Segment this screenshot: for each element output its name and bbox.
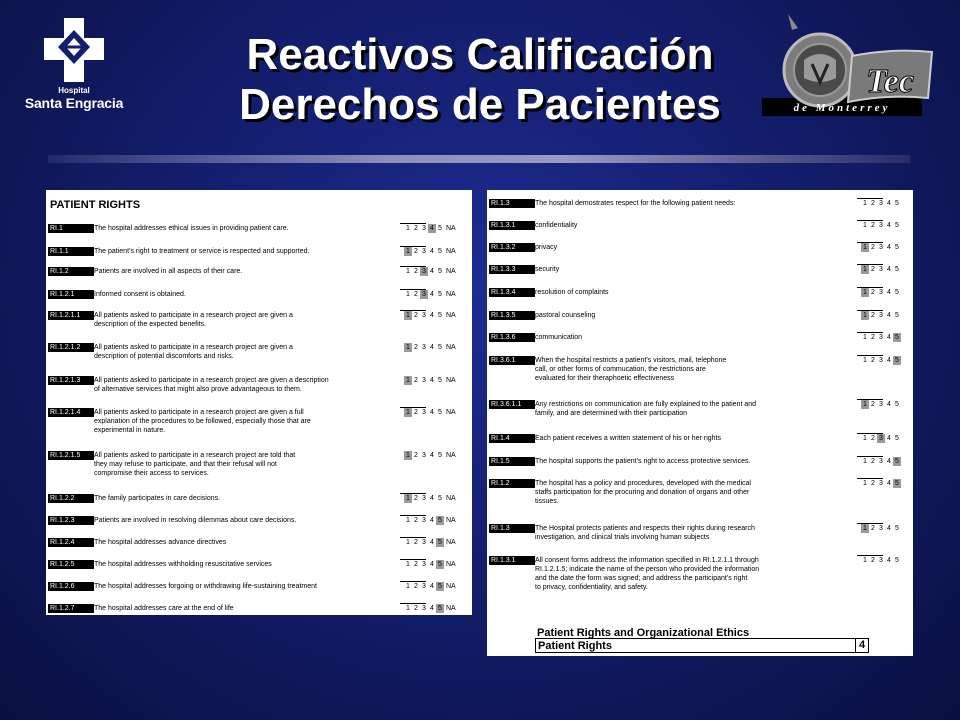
score-option: 4: [887, 525, 891, 532]
item-text: The hospital addresses forgoing or withdrawing life-sustaining treatment: [94, 583, 317, 590]
score-option: 5: [438, 268, 442, 275]
score-option: 1: [406, 225, 410, 232]
score-scale: [861, 356, 901, 365]
score-option: 3: [879, 200, 883, 207]
score-option: 1: [863, 200, 867, 207]
score-option: 4: [887, 266, 891, 273]
score-option: 1: [404, 494, 412, 503]
item-text: All consent forms address the information specified in RI.1.2.1.1 through RI.1.2.1.5; indicate the name of the person who provided the information and the date the form was signed; and address the participant’s right to privacy, confidentiality, and safety.: [535, 557, 760, 591]
score-option: 2: [414, 291, 418, 298]
score-option: 1: [863, 357, 867, 364]
score-option: 2: [414, 517, 418, 524]
score-scale: [861, 288, 901, 297]
score-option: 4: [887, 435, 891, 442]
item-code: RI.1.3.6: [489, 333, 535, 342]
score-option: 4: [887, 244, 891, 251]
score-option: NA: [446, 583, 456, 590]
score-scale: [861, 400, 901, 409]
score-option: 5: [895, 222, 899, 229]
score-option: 4: [430, 583, 434, 590]
score-option: 2: [871, 200, 875, 207]
score-option: 3: [422, 248, 426, 255]
item-text: When the hospital restricts a patient’s visitors, mail, telephone call, or other forms of commucation, the restrictions are evaluated for their theraphoetic effectiveness: [535, 357, 727, 382]
score-option: 2: [414, 561, 418, 568]
item-text: The hospital addresses ethical issues in providing patient care.: [94, 225, 289, 232]
score-option: 4: [887, 334, 891, 341]
score-option: 5: [895, 557, 899, 564]
score-option: 4: [430, 452, 434, 459]
score-option: 5: [895, 312, 899, 319]
score-scale: [861, 265, 901, 274]
score-scale: [404, 582, 460, 591]
item-code: RI.1.3.4: [489, 288, 535, 297]
score-scale: [404, 516, 460, 525]
score-option: 5: [895, 266, 899, 273]
item-code: RI.1.2.4: [48, 538, 94, 547]
score-option: 3: [420, 290, 428, 299]
score-option: 3: [879, 458, 883, 465]
score-option: 4: [428, 224, 436, 233]
item-code: RI.1.3: [489, 199, 535, 208]
score-option: 3: [422, 225, 426, 232]
item-text: privacy: [535, 244, 558, 251]
hospital-label-small: Hospital: [58, 86, 90, 95]
item-text: Patients are involved in all aspects of their care.: [94, 268, 243, 275]
score-option: NA: [446, 312, 456, 319]
item-code: RI.1.2.1.3: [48, 376, 94, 385]
score-option: 2: [871, 435, 875, 442]
score-option: 2: [414, 377, 418, 384]
item-code: RI.1.2: [48, 267, 94, 276]
item-text: The hospital addresses advance directives: [94, 539, 227, 546]
score-option: 1: [861, 288, 869, 297]
tec-logo-sub: de Monterrey: [793, 102, 891, 114]
patient-rights-document-right: [487, 190, 913, 656]
score-option: 1: [863, 480, 867, 487]
score-scale: [861, 434, 901, 443]
score-option: 1: [406, 561, 410, 568]
score-option: 3: [879, 525, 883, 532]
item-text: All patients asked to participate in a research project are given a full explanation of the procedures to be followed, especially those that are experimental in nature.: [94, 409, 311, 434]
item-text: pastoral counseling: [535, 312, 596, 319]
item-text: confidentiality: [535, 222, 578, 229]
score-scale: [404, 343, 460, 352]
score-option: 3: [422, 312, 426, 319]
score-option: 3: [422, 452, 426, 459]
summary-label: Patient Rights: [538, 640, 612, 652]
item-code: RI.3.6.1: [489, 356, 535, 365]
score-option: 5: [895, 200, 899, 207]
score-scale: [861, 243, 901, 252]
score-option: 5: [893, 479, 901, 488]
summary-value: 4: [855, 639, 868, 652]
score-option: 3: [422, 605, 426, 612]
score-scale: [404, 224, 460, 233]
item-code: RI.1.1: [48, 247, 94, 256]
score-scale: [404, 494, 460, 503]
score-option: 5: [438, 377, 442, 384]
score-option: 1: [406, 291, 410, 298]
score-option: 3: [422, 517, 426, 524]
item-text: The patient’s right to treatment or service is respected and supported.: [94, 248, 310, 255]
item-code: RI.1.4: [489, 434, 535, 443]
score-option: 2: [871, 458, 875, 465]
score-option: 2: [414, 539, 418, 546]
score-option: 2: [871, 312, 875, 319]
summary-title: Patient Rights and Organizational Ethics: [537, 627, 750, 639]
score-option: NA: [446, 291, 456, 298]
tec-logo: [762, 6, 942, 126]
item-code: RI.1.2.1.2: [48, 343, 94, 352]
score-option: 4: [887, 200, 891, 207]
score-option: 5: [893, 333, 901, 342]
item-text: The hospital addresses care at the end of life: [94, 605, 234, 612]
score-option: 5: [438, 225, 442, 232]
score-option: 1: [861, 400, 869, 409]
score-scale: [861, 479, 901, 488]
document-title: PATIENT RIGHTS: [50, 199, 141, 211]
item-text: security: [535, 266, 560, 273]
item-code: RI.1.3.3: [489, 265, 535, 274]
score-option: NA: [446, 268, 456, 275]
score-option: 3: [422, 377, 426, 384]
score-option: 5: [438, 452, 442, 459]
score-option: 4: [887, 458, 891, 465]
score-option: 5: [893, 356, 901, 365]
item-code: RI.1.2: [489, 479, 535, 488]
score-option: NA: [446, 452, 456, 459]
score-option: 1: [406, 268, 410, 275]
score-option: 4: [430, 377, 434, 384]
score-option: 1: [863, 334, 867, 341]
item-code: RI.1.3.1: [489, 556, 535, 565]
score-scale: [404, 451, 460, 460]
score-option: 1: [404, 311, 412, 320]
score-option: 4: [430, 605, 434, 612]
title-divider: [48, 155, 910, 163]
score-option: 2: [414, 452, 418, 459]
score-option: 4: [887, 401, 891, 408]
score-option: 5: [438, 344, 442, 351]
item-text: The hospital has a policy and procedures, developed with the medical staffs participation for the procuring and donation of organs and other tissues.: [535, 480, 751, 505]
score-option: 4: [887, 312, 891, 319]
score-option: 5: [438, 248, 442, 255]
item-code: RI.1.3.2: [489, 243, 535, 252]
score-scale: [861, 457, 901, 466]
score-option: 4: [430, 291, 434, 298]
item-text: Any restrictions on communication are fully explained to the patient and family, and are determined with their participation: [535, 401, 757, 417]
item-code: RI.1.2.3: [48, 516, 94, 525]
score-option: 4: [887, 357, 891, 364]
summary-box: [535, 638, 869, 653]
item-code: RI.1.2.6: [48, 582, 94, 591]
score-option: 3: [422, 344, 426, 351]
score-option: 4: [887, 557, 891, 564]
tec-logo-word: Tec: [866, 63, 914, 100]
score-option: 2: [414, 409, 418, 416]
score-option: 4: [887, 289, 891, 296]
score-option: 4: [430, 268, 434, 275]
score-option: 5: [438, 495, 442, 502]
item-text: All patients asked to participate in a research project are given a description of the expected benefits.: [94, 312, 293, 328]
score-option: 3: [879, 222, 883, 229]
score-scale: [404, 408, 460, 417]
item-text: The Hospital protects patients and respects their rights during research investigation, and clinical trials involving human subjects: [535, 525, 755, 541]
item-code: RI.3.6.1.1: [489, 400, 535, 409]
item-text: Patients are involved in resolving dilemmas about care decisions.: [94, 517, 297, 524]
score-option: 2: [414, 312, 418, 319]
score-option: 3: [420, 267, 428, 276]
score-option: 3: [879, 334, 883, 341]
score-option: NA: [446, 561, 456, 568]
score-option: 1: [863, 458, 867, 465]
score-option: 3: [879, 480, 883, 487]
score-option: 4: [430, 495, 434, 502]
score-option: 5: [438, 409, 442, 416]
score-option: 2: [871, 266, 875, 273]
score-option: 4: [430, 344, 434, 351]
item-text: All patients asked to participate in a research project are told that they may refuse to participate, and that their refusal will not compromise their access to services.: [94, 452, 296, 477]
item-text: resolution of complaints: [535, 289, 609, 296]
item-code: RI.1.2.5: [48, 560, 94, 569]
score-option: 4: [887, 480, 891, 487]
score-option: 2: [414, 344, 418, 351]
score-option: 3: [422, 409, 426, 416]
score-option: NA: [446, 344, 456, 351]
score-option: 2: [414, 268, 418, 275]
score-option: 3: [877, 434, 885, 443]
item-text: All patients asked to participate in a research project are given a description of alternative services that might also prove advantageous to them.: [94, 377, 329, 393]
score-option: 1: [404, 451, 412, 460]
title-line-2: Derechos de Pacientes: [239, 80, 721, 129]
score-option: 3: [422, 583, 426, 590]
score-scale: [404, 538, 460, 547]
score-option: 3: [879, 289, 883, 296]
score-option: 4: [430, 517, 434, 524]
score-option: 3: [422, 539, 426, 546]
score-scale: [404, 604, 460, 613]
item-code: RI.1.2.7: [48, 604, 94, 613]
score-option: 2: [414, 248, 418, 255]
hospital-logo: [18, 16, 130, 136]
score-option: 3: [422, 495, 426, 502]
score-option: 4: [430, 248, 434, 255]
score-option: 5: [893, 457, 901, 466]
score-option: 2: [871, 357, 875, 364]
slide-title: [170, 30, 790, 130]
score-option: NA: [446, 225, 456, 232]
score-option: 2: [871, 557, 875, 564]
score-option: 2: [871, 401, 875, 408]
item-code: RI.1.3.1: [489, 221, 535, 230]
score-scale: [404, 376, 460, 385]
score-option: 4: [430, 409, 434, 416]
score-option: 5: [438, 312, 442, 319]
item-text: The hospital demostrates respect for the following patient needs:: [535, 200, 736, 207]
score-option: 3: [879, 357, 883, 364]
score-option: NA: [446, 409, 456, 416]
score-option: NA: [446, 377, 456, 384]
score-option: NA: [446, 605, 456, 612]
score-option: 2: [414, 225, 418, 232]
score-option: 5: [436, 560, 444, 569]
item-code: RI.1.2.1.1: [48, 311, 94, 320]
item-text: The hospital supports the patient’s right to access protective services.: [535, 458, 751, 465]
score-option: 5: [895, 289, 899, 296]
score-option: 3: [879, 244, 883, 251]
score-option: 4: [430, 312, 434, 319]
score-scale: [404, 560, 460, 569]
score-scale: [861, 311, 901, 320]
score-option: 2: [414, 583, 418, 590]
score-option: 5: [895, 525, 899, 532]
score-option: NA: [446, 248, 456, 255]
score-option: NA: [446, 517, 456, 524]
score-option: 1: [406, 517, 410, 524]
item-text: communication: [535, 334, 583, 341]
score-option: 1: [861, 524, 869, 533]
score-option: 1: [406, 605, 410, 612]
patient-rights-document-left: [46, 190, 472, 615]
score-option: 4: [887, 222, 891, 229]
hospital-label: Santa Engracia: [24, 95, 124, 111]
score-option: 2: [414, 605, 418, 612]
score-scale: [404, 311, 460, 320]
score-scale: [404, 247, 460, 256]
item-code: RI.1.3: [489, 524, 535, 533]
score-option: 4: [430, 561, 434, 568]
item-code: RI.1.2.1.4: [48, 408, 94, 417]
item-text: Each patient receives a written statement of his or her rights: [535, 435, 721, 442]
score-option: 2: [871, 334, 875, 341]
score-option: 5: [436, 538, 444, 547]
score-option: 5: [895, 401, 899, 408]
hospital-cross-icon: [42, 16, 106, 84]
score-option: 1: [863, 557, 867, 564]
score-option: 3: [879, 557, 883, 564]
score-option: 1: [404, 408, 412, 417]
score-option: 2: [871, 480, 875, 487]
score-option: 5: [895, 435, 899, 442]
score-option: 1: [404, 376, 412, 385]
score-option: NA: [446, 539, 456, 546]
score-option: 2: [871, 244, 875, 251]
item-text: All patients asked to participate in a research project are given a description of potential discomforts and risks.: [94, 344, 293, 360]
score-option: 5: [438, 291, 442, 298]
score-option: 5: [436, 516, 444, 525]
score-scale: [404, 267, 460, 276]
score-option: NA: [446, 495, 456, 502]
item-code: RI.1.2.1.5: [48, 451, 94, 460]
score-option: 2: [414, 495, 418, 502]
score-option: 3: [879, 401, 883, 408]
score-option: 1: [861, 265, 869, 274]
score-option: 2: [871, 525, 875, 532]
score-scale: [404, 290, 460, 299]
score-option: 1: [861, 243, 869, 252]
score-option: 4: [430, 539, 434, 546]
score-option: 1: [406, 583, 410, 590]
score-option: 5: [436, 582, 444, 591]
score-option: 3: [422, 561, 426, 568]
item-code: RI.1.5: [489, 457, 535, 466]
score-option: 3: [879, 266, 883, 273]
score-scale: [861, 524, 901, 533]
item-code: RI.1.2.1: [48, 290, 94, 299]
score-scale: [861, 221, 901, 230]
item-code: RI.1.2.2: [48, 494, 94, 503]
score-option: 1: [861, 311, 869, 320]
title-line-1: Reactivos Calificación: [246, 30, 714, 79]
score-option: 1: [404, 343, 412, 352]
score-option: 1: [404, 247, 412, 256]
item-text: The hospital addresses withholding resuscitative services: [94, 561, 272, 568]
item-code: RI.1.3.5: [489, 311, 535, 320]
score-option: 2: [871, 222, 875, 229]
score-scale: [861, 556, 901, 565]
score-option: 1: [863, 435, 867, 442]
tec-seal-icon: [762, 6, 942, 126]
score-option: 3: [879, 312, 883, 319]
score-scale: [861, 199, 901, 208]
item-code: RI.1: [48, 224, 94, 233]
item-text: Informed consent is obtained.: [94, 291, 186, 298]
item-text: The family participates in care decisions.: [94, 495, 221, 502]
score-option: 1: [406, 539, 410, 546]
score-option: 1: [863, 222, 867, 229]
score-option: 2: [871, 289, 875, 296]
score-scale: [861, 333, 901, 342]
score-option: 5: [436, 604, 444, 613]
score-option: 5: [895, 244, 899, 251]
